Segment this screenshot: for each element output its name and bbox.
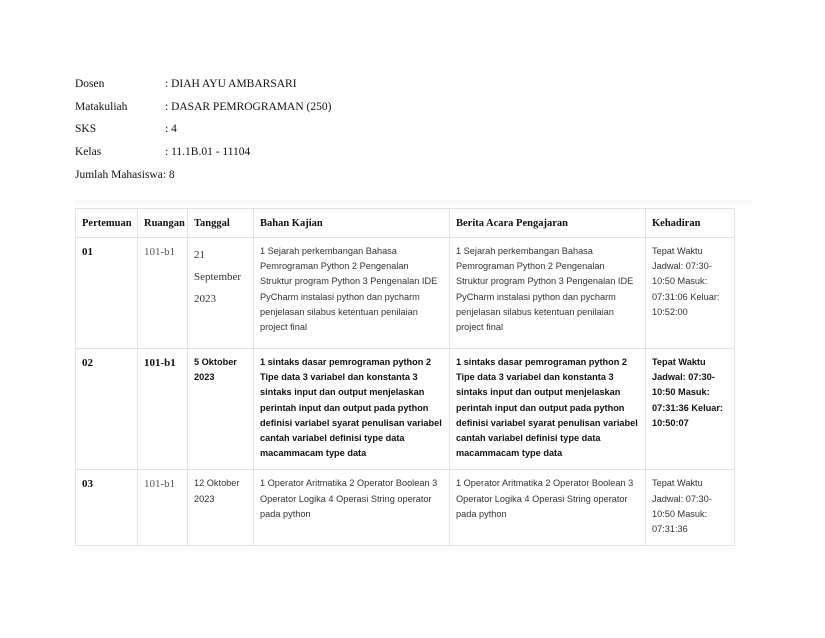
header-berita-acara: Berita Acara Pengajaran [450, 209, 646, 238]
cell-kehadiran: Tepat Waktu Jadwal: 07:30-10:50 Masuk: 07:31:06 Keluar: 10:52:00 [646, 238, 735, 349]
info-row-matakuliah [75, 96, 331, 119]
info-row-jumlah [75, 163, 331, 186]
attendance-table-container [75, 200, 734, 546]
jumlah-label: Jumlah Mahasiswa [75, 168, 163, 181]
cell-kehadiran: Tepat Waktu Jadwal: 07:30-10:50 Masuk: 07:31:36 [646, 470, 735, 546]
cell-berita-acara: 1 sintaks dasar pemrograman python 2 Tipe data 3 variabel dan konstanta 3 sintaks input dan output menjelaskan perintah input dan output pada python definisi variabel syarat penulisan variabel cantah variabel definisi type data macammacam type data [450, 349, 646, 470]
cell-berita-acara: 1 Operator Aritmatika 2 Operator Boolean 3 Operator Logika 4 Operasi String operator pada python [450, 470, 646, 546]
table-row [76, 238, 735, 349]
info-row-kelas [75, 141, 331, 164]
cell-ruangan: 101-b1 [138, 470, 188, 546]
cell-berita-acara: 1 Sejarah perkembangan Bahasa Pemrograman Python 2 Pengenalan Struktur program Python 3 Pengenalan IDE PyCharm instalasi python dan pycharm penjelasan silabus ketentuan penilaian project final [450, 238, 646, 349]
tanggal-year: 2023 [194, 293, 216, 305]
kelas-label: Kelas [75, 146, 102, 159]
cell-tanggal: 12 Oktober 2023 [188, 470, 254, 546]
cell-pertemuan: 02 [76, 349, 138, 470]
cell-bahan-kajian: 1 Sejarah perkembangan Bahasa Pemrograman Python 2 Pengenalan Struktur program Python 3 Pengenalan IDE PyCharm instalasi python dan pycharm penjelasan silabus ketentuan penilaian project final [254, 238, 450, 349]
attendance-table [75, 208, 735, 546]
info-row-dosen [75, 73, 331, 96]
cell-pertemuan: 01 [76, 238, 138, 349]
dosen-value: : DIAH AYU AMBARSARI [165, 78, 297, 91]
header-pertemuan: Pertemuan [76, 209, 138, 238]
dosen-label: Dosen [75, 78, 105, 91]
cell-bahan-kajian: 1 sintaks dasar pemrograman python 2 Tipe data 3 variabel dan konstanta 3 sintaks input dan output menjelaskan perintah input dan output pada python definisi variabel syarat penulisan variabel cantah variabel definisi type data macammacam type data [254, 349, 450, 470]
cell-pertemuan: 03 [76, 470, 138, 546]
table-top-shade [75, 200, 752, 208]
cell-tanggal: 5 Oktober 2023 [188, 349, 254, 470]
header-tanggal: Tanggal [188, 209, 254, 238]
header-bahan-kajian: Bahan Kajian [254, 209, 450, 238]
tanggal-day: 21 [194, 249, 205, 261]
table-row [76, 349, 735, 470]
sks-label: SKS [75, 123, 97, 136]
table-header-row [76, 209, 735, 238]
matakuliah-value: : DASAR PEMROGRAMAN (250) [165, 100, 332, 113]
cell-kehadiran: Tepat Waktu Jadwal: 07:30-10:50 Masuk: 07:31:36 Keluar: 10:50:07 [646, 349, 735, 470]
cell-ruangan: 101-b1 [138, 349, 188, 470]
header-ruangan: Ruangan [138, 209, 188, 238]
cell-tanggal [188, 238, 254, 349]
header-kehadiran: Kehadiran [646, 209, 735, 238]
table-row [76, 470, 735, 546]
jumlah-value: : 8 [162, 168, 175, 181]
kelas-value: : 11.1B.01 - 11104 [165, 146, 251, 159]
cell-bahan-kajian: 1 Operator Aritmatika 2 Operator Boolean 3 Operator Logika 4 Operasi String operator pada python [254, 470, 450, 546]
course-info [75, 73, 331, 186]
sks-value: : 4 [165, 123, 177, 136]
tanggal-month: September [194, 271, 242, 283]
cell-ruangan: 101-b1 [138, 238, 188, 349]
matakuliah-label: Matakuliah [75, 100, 128, 113]
info-row-sks [75, 118, 331, 141]
